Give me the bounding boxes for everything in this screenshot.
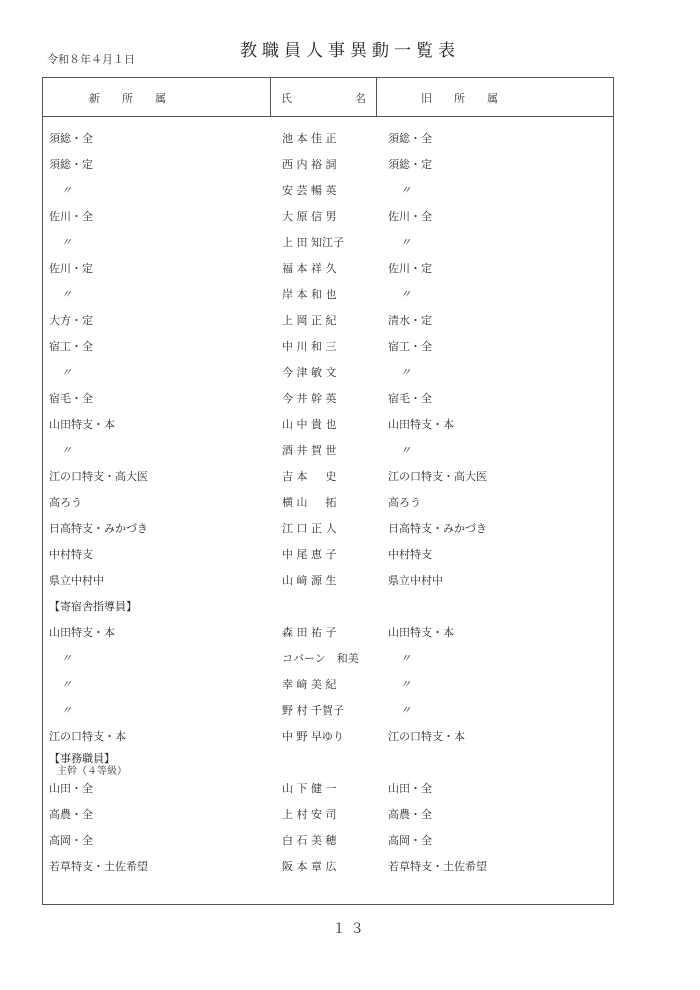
old-affiliation-cell: 高ろう — [388, 496, 421, 509]
old-affiliation-cell: 宿工・全 — [388, 340, 432, 353]
new-affiliation-cell: 〃 — [61, 444, 72, 457]
staff-name-cell: 吉 本 史 — [282, 470, 337, 483]
column-divider — [376, 78, 377, 117]
date-label: 令和８年４月１日 — [47, 53, 135, 66]
staff-name-cell: 山 﨑 源 生 — [282, 574, 337, 587]
new-affiliation-cell: 山田特支・本 — [49, 418, 115, 431]
new-affiliation-cell: 江の口特支・本 — [49, 730, 126, 743]
staff-name-cell: 大 原 信 男 — [282, 210, 337, 223]
table-row — [43, 468, 613, 490]
new-affiliation-cell: 高ろう — [49, 496, 82, 509]
new-affiliation-cell: 須総・定 — [49, 158, 93, 171]
old-affiliation-cell: 〃 — [400, 652, 411, 665]
old-affiliation-cell: 〃 — [400, 444, 411, 457]
table-row — [43, 364, 613, 386]
staff-name-cell: 酒 井 賀 世 — [282, 444, 337, 457]
old-affiliation-cell: 須総・全 — [388, 132, 432, 145]
table-row — [43, 338, 613, 360]
staff-name-cell: 上 村 安 司 — [282, 808, 337, 821]
table-row — [43, 442, 613, 464]
old-affiliation-cell: 〃 — [400, 704, 411, 717]
old-affiliation-cell: 中村特支 — [388, 548, 432, 561]
header-name-left: 氏 — [281, 92, 292, 105]
old-affiliation-cell: 佐川・全 — [388, 210, 432, 223]
page-title: 教職員人事異動一覧表 — [240, 41, 460, 61]
staff-name-cell: 幸 﨑 美 紀 — [282, 678, 337, 691]
old-affiliation-cell: 〃 — [400, 184, 411, 197]
table-row — [43, 390, 613, 412]
old-affiliation-cell: 江の口特支・高大医 — [388, 470, 487, 483]
table-row — [43, 806, 613, 828]
old-affiliation-cell: 江の口特支・本 — [388, 730, 465, 743]
header-new-affiliation: 新 所 属 — [89, 92, 166, 105]
table-row — [43, 494, 613, 516]
new-affiliation-cell: 大方・定 — [49, 314, 93, 327]
table-row — [43, 130, 613, 152]
staff-name-cell: 池 本 佳 正 — [282, 132, 337, 145]
new-affiliation-cell: 江の口特支・高大医 — [49, 470, 148, 483]
old-affiliation-cell: 県立中村中 — [388, 574, 443, 587]
new-affiliation-cell: 高岡・全 — [49, 834, 93, 847]
page-number: １３ — [332, 921, 368, 937]
table-row — [43, 156, 613, 178]
new-affiliation-cell: 山田特支・本 — [49, 626, 115, 639]
staff-name-cell: 山 中 貴 也 — [282, 418, 337, 431]
staff-name-cell: 中 尾 恵 子 — [282, 548, 337, 561]
header-old-affiliation: 旧 所 属 — [421, 92, 498, 105]
new-affiliation-cell: 〃 — [61, 288, 72, 301]
table-row — [43, 650, 613, 672]
staff-name-cell: 江 口 正 人 — [282, 522, 337, 535]
personnel-table — [42, 77, 614, 905]
section-label-dormitory-staff: 【寄宿舎指導員】 — [49, 600, 137, 613]
old-affiliation-cell: 須総・定 — [388, 158, 432, 171]
table-row — [43, 416, 613, 438]
staff-name-cell: 阪 本 章 広 — [282, 860, 337, 873]
new-affiliation-cell: 宿工・全 — [49, 340, 93, 353]
table-row — [43, 702, 613, 724]
table-row — [43, 624, 613, 646]
staff-name-cell: 山 下 健 一 — [282, 782, 337, 795]
old-affiliation-cell: 高岡・全 — [388, 834, 432, 847]
staff-name-cell: 今 津 敏 文 — [282, 366, 337, 379]
new-affiliation-cell: 若草特支・土佐希望 — [49, 860, 148, 873]
staff-name-cell: 中 野 早ゆり — [282, 730, 344, 743]
table-row — [43, 208, 613, 230]
table-row — [43, 260, 613, 282]
staff-name-cell: 横 山 拓 — [282, 496, 337, 509]
new-affiliation-cell: 日高特支・みかづき — [49, 522, 148, 535]
new-affiliation-cell: 佐川・全 — [49, 210, 93, 223]
new-affiliation-cell: 須総・全 — [49, 132, 93, 145]
new-affiliation-cell: 〃 — [61, 652, 72, 665]
table-row — [43, 780, 613, 802]
header-name-right: 名 — [355, 92, 366, 105]
old-affiliation-cell: 山田特支・本 — [388, 418, 454, 431]
new-affiliation-cell: 〃 — [61, 184, 72, 197]
new-affiliation-cell: 〃 — [61, 678, 72, 691]
old-affiliation-cell: 〃 — [400, 678, 411, 691]
new-affiliation-cell: 〃 — [61, 704, 72, 717]
staff-name-cell: コバーン 和美 — [282, 652, 359, 665]
column-divider — [270, 78, 271, 117]
section-label-clerical-staff: 【事務職員】 — [49, 752, 115, 765]
old-affiliation-cell: 〃 — [400, 366, 411, 379]
staff-name-cell: 中 川 和 三 — [282, 340, 337, 353]
old-affiliation-cell: 清水・定 — [388, 314, 432, 327]
table-row — [43, 676, 613, 698]
table-row — [43, 234, 613, 256]
old-affiliation-cell: 〃 — [400, 236, 411, 249]
staff-name-cell: 福 本 祥 久 — [282, 262, 337, 275]
table-row — [43, 572, 613, 594]
table-row — [43, 312, 613, 334]
old-affiliation-cell: 高農・全 — [388, 808, 432, 821]
new-affiliation-cell: 中村特支 — [49, 548, 93, 561]
table-header — [43, 78, 613, 117]
new-affiliation-cell: 県立中村中 — [49, 574, 104, 587]
staff-name-cell: 野 村 千賀子 — [282, 704, 344, 717]
new-affiliation-cell: 宿毛・全 — [49, 392, 93, 405]
old-affiliation-cell: 日高特支・みかづき — [388, 522, 487, 535]
table-row — [43, 728, 613, 750]
staff-name-cell: 安 芸 暢 英 — [282, 184, 337, 197]
new-affiliation-cell: 佐川・定 — [49, 262, 93, 275]
staff-name-cell: 上 田 知江子 — [282, 236, 344, 249]
staff-name-cell: 上 岡 正 紀 — [282, 314, 337, 327]
table-row — [43, 286, 613, 308]
table-row — [43, 182, 613, 204]
table-row — [43, 520, 613, 542]
section-sublabel-chief: 主幹（４等級） — [57, 766, 127, 777]
staff-name-cell: 岸 本 和 也 — [282, 288, 337, 301]
old-affiliation-cell: 山田特支・本 — [388, 626, 454, 639]
staff-name-cell: 今 井 幹 英 — [282, 392, 337, 405]
new-affiliation-cell: 〃 — [61, 366, 72, 379]
staff-name-cell: 西 内 裕 詞 — [282, 158, 337, 171]
table-row — [43, 546, 613, 568]
old-affiliation-cell: 山田・全 — [388, 782, 432, 795]
new-affiliation-cell: 山田・全 — [49, 782, 93, 795]
new-affiliation-cell: 高農・全 — [49, 808, 93, 821]
old-affiliation-cell: 佐川・定 — [388, 262, 432, 275]
old-affiliation-cell: 若草特支・土佐希望 — [388, 860, 487, 873]
staff-name-cell: 森 田 祐 子 — [282, 626, 337, 639]
new-affiliation-cell: 〃 — [61, 236, 72, 249]
old-affiliation-cell: 宿毛・全 — [388, 392, 432, 405]
staff-name-cell: 白 石 美 穂 — [282, 834, 337, 847]
table-row — [43, 858, 613, 880]
old-affiliation-cell: 〃 — [400, 288, 411, 301]
table-row — [43, 832, 613, 854]
